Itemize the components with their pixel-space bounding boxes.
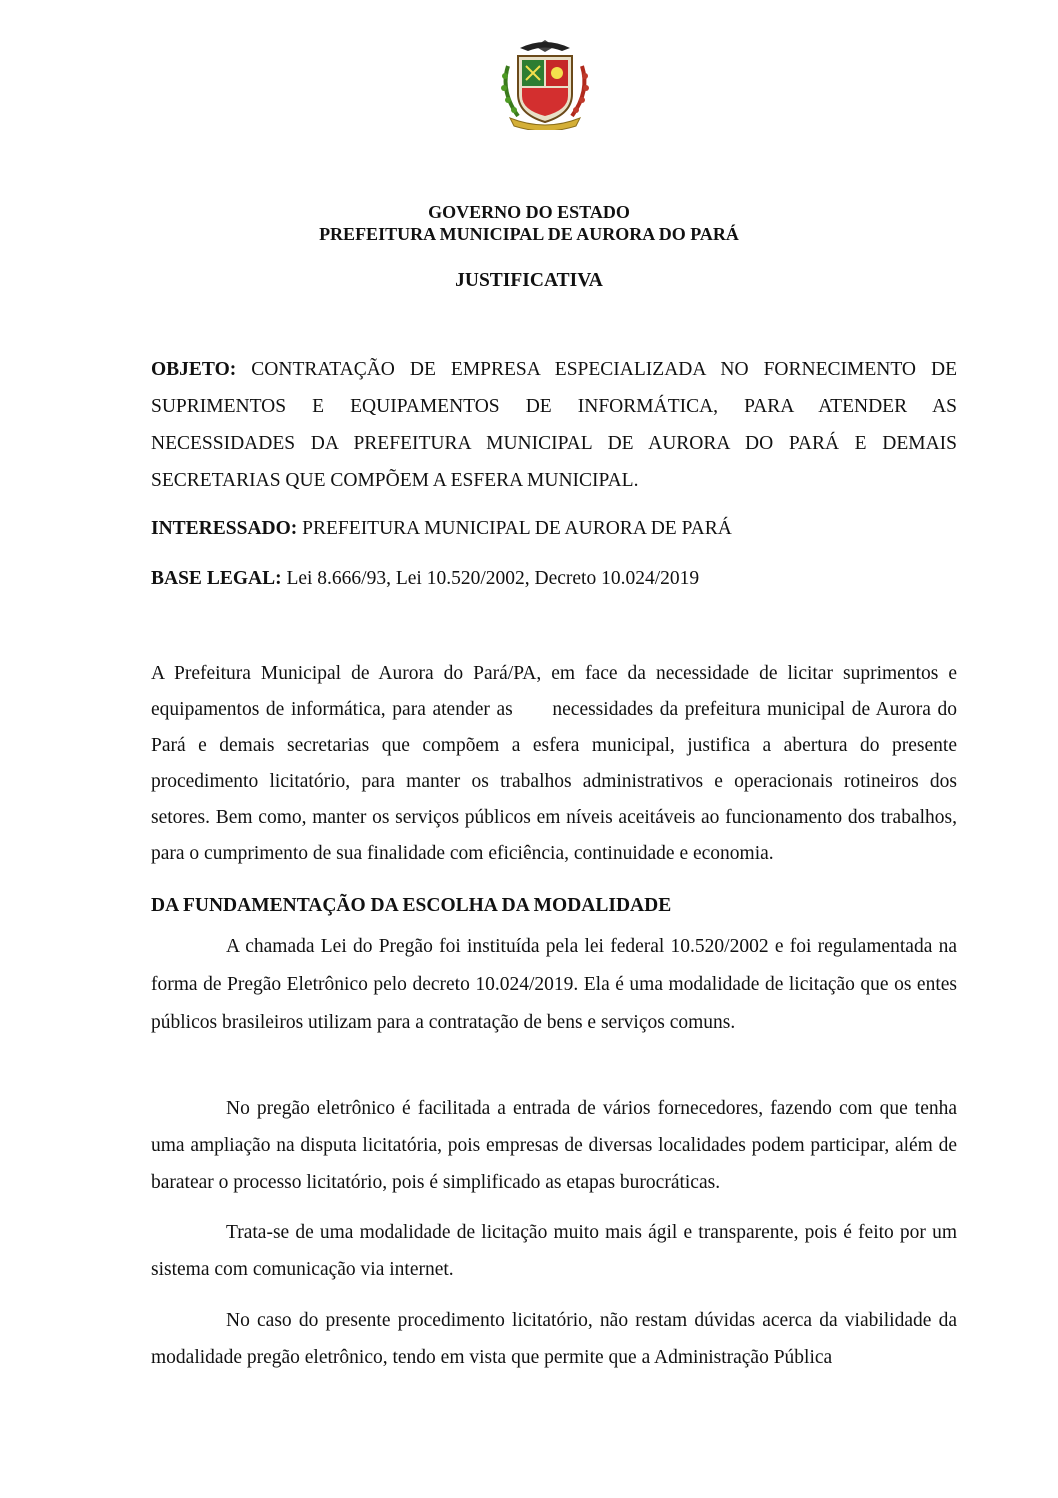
base-legal-text: Lei 8.666/93, Lei 10.520/2002, Decreto 10.024/2019 — [281, 568, 700, 589]
objeto-label: OBJETO: — [151, 359, 237, 380]
interessado-line — [151, 518, 957, 540]
base-legal-label: BASE LEGAL: — [151, 568, 282, 589]
section-paragraph-2: No pregão eletrônico é facilitada a entrada de vários fornecedores, fazendo com que tenha uma ampliação na disputa licitatória, pois empresas de diversas localidades podem participar, além de baratear o processo licitatório, pois é simplificado as etapas burocráticas. — [151, 1098, 957, 1193]
header-government: GOVERNO DO ESTADO — [428, 202, 630, 222]
base-legal-line — [151, 568, 957, 590]
objeto-paragraph — [151, 351, 957, 499]
objeto-text: CONTRATAÇÃO DE EMPRESA ESPECIALIZADA NO FORNECIMENTO DE SUPRIMENTOS E EQUIPAMENTOS DE INFORMÁTICA, PARA ATENDER AS NECESSIDADES DA PREFEITURA MUNICIPAL DE AURORA DO PARÁ E DEMAIS SECRETARIAS QUE COMPÕEM A ESFERA MUNICIPAL. — [151, 359, 957, 491]
section-paragraph-4: No caso do presente procedimento licitatório, não restam dúvidas acerca da viabilidade da modalidade pregão eletrônico, tendo em vista que permite que a Administração Pública — [151, 1310, 957, 1368]
page-title: JUSTIFICATIVA — [455, 270, 603, 291]
section-paragraph-1: A chamada Lei do Pregão foi instituída pela lei federal 10.520/2002 e foi regulamentada na forma de Pregão Eletrônico pelo decreto 10.024/2019. Ela é uma modalidade de licitação que os entes públicos brasileiros utilizam para a contratação de bens e serviços comuns. — [151, 936, 957, 1033]
interessado-label: INTERESSADO: — [151, 518, 298, 539]
header-prefecture: PREFEITURA MUNICIPAL DE AURORA DO PARÁ — [319, 224, 739, 244]
coat-of-arms-icon — [490, 36, 600, 130]
section-title: DA FUNDAMENTAÇÃO DA ESCOLHA DA MODALIDADE — [151, 895, 672, 916]
section-paragraph-3: Trata-se de uma modalidade de licitação muito mais ágil e transparente, pois é feito por um sistema com comunicação via internet. — [151, 1222, 957, 1280]
intro-paragraph: A Prefeitura Municipal de Aurora do Pará/PA, em face da necessidade de licitar suprimentos e equipamentos de informática, para atender as necessidades da prefeitura municipal de Aurora do Pará e demais secretarias que compõem a esfera municipal, justifica a abertura do presente procedimento licitatório, para manter os trabalhos administrativos e operacionais rotineiros dos setores. Bem como, manter os serviços públicos em níveis aceitáveis ao funcionamento dos trabalhos, para o cumprimento de sua finalidade com eficiência, continuidade e economia. — [151, 663, 962, 864]
interessado-text: PREFEITURA MUNICIPAL DE AURORA DE PARÁ — [297, 518, 732, 539]
